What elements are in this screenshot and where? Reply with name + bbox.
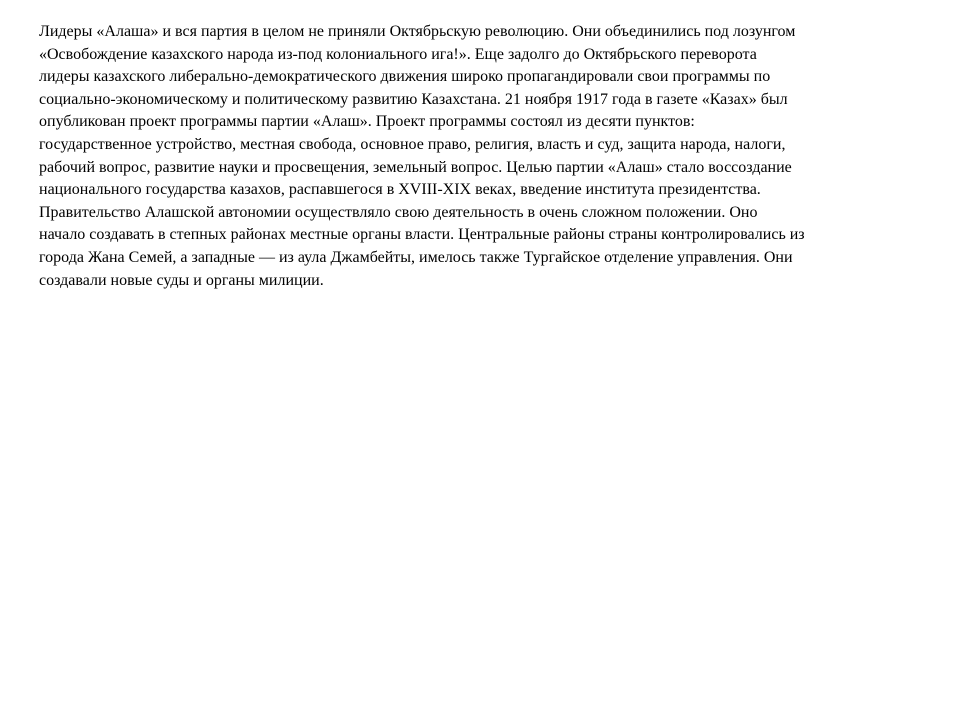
paragraph-line: создавали новые суды и органы милиции. bbox=[39, 271, 324, 289]
paragraph-line: начало создавать в степных районах местные органы власти. Центральные районы страны контролировались из bbox=[39, 226, 805, 244]
paragraph-line: «Освобождение казахского народа из-под колониального ига!». Еще задолго до Октябрьского переворота bbox=[39, 45, 757, 63]
paragraph-line: национального государства казахов, распавшегося в XVIII-XIX веках, введение института президентства. bbox=[39, 181, 761, 199]
paragraph-line: лидеры казахского либерально-демократического движения широко пропагандировали свои программы по bbox=[39, 68, 771, 86]
paragraph-line: социально-экономическому и политическому развитию Казахстана. 21 ноября 1917 года в газете «Казах» был bbox=[39, 90, 788, 108]
paragraph-line: опубликован проект программы партии «Алаш». Проект программы состоял из десяти пунктов: bbox=[39, 113, 695, 131]
paragraph-line: Правительство Алашской автономии осуществляло свою деятельность в очень сложном положении. Оно bbox=[39, 203, 758, 221]
paragraph-line: государственное устройство, местная свобода, основное право, религия, власть и суд, защита народа, налоги, bbox=[39, 135, 786, 153]
body-paragraph bbox=[39, 21, 939, 292]
paragraph-line: рабочий вопрос, развитие науки и просвещения, земельный вопрос. Целью партии «Алаш» стало воссоздание bbox=[39, 158, 792, 176]
paragraph-line: города Жана Семей, а западные — из аула Джамбейты, имелось также Тургайское отделение управления. Они bbox=[39, 248, 793, 266]
paragraph-line: Лидеры «Алаша» и вся партия в целом не приняли Октябрьскую революцию. Они объединились под лозунгом bbox=[39, 23, 796, 40]
